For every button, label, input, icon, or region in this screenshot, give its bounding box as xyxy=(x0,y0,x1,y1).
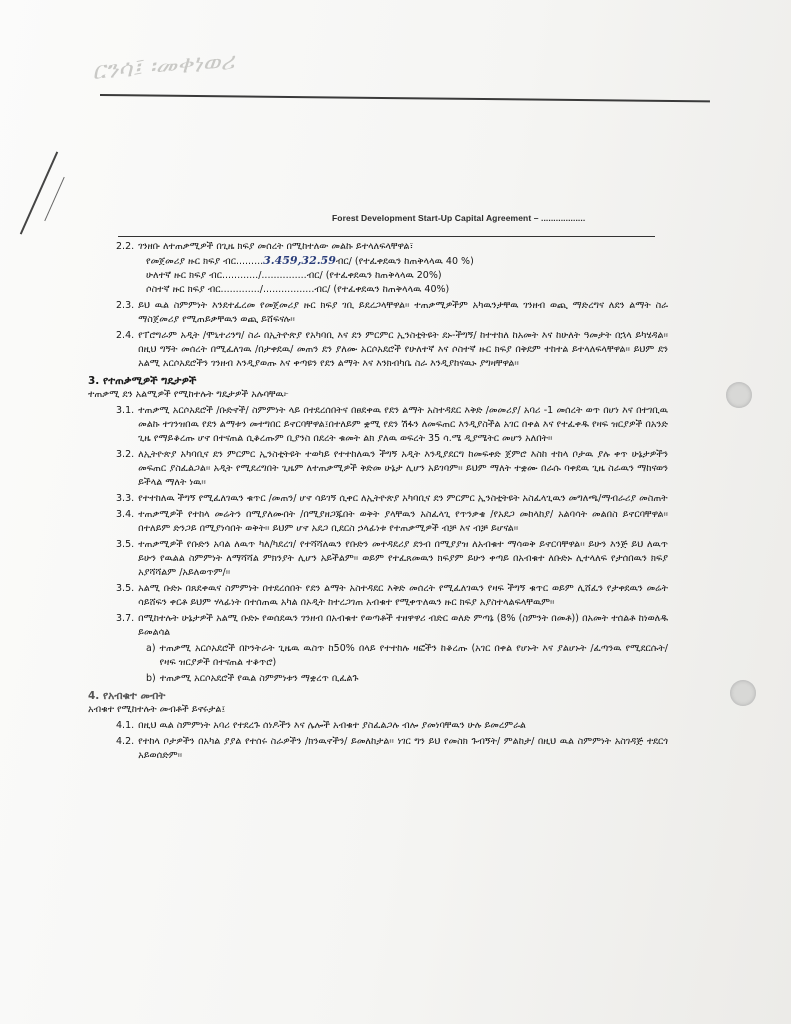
payment-line-1 xyxy=(88,254,668,269)
clause-text: ለኢትዮጵያ አካባቢና ደን ምርምር ኢንስቲትዩት ተወካይ የተተከለዉን ችግኝ አዲት እንዲያደርግ ከመፍቀድ ጀምሮ እስከ ተከላ ቦታዉ ያሉ ቀጥ ሁኔታዎችን መፍጠር ያስፈልጋል፡፡ አዲት የሚደረግበት ጊዜም ለተጠቃሚዎች ቅድመ ሁኔታ ሊሆን አይገባም፡፡ ይህም ማለት ተቋሙ በራሱ ባቀደዉ ጊዜ ስራዉን ማከናወን ይችላል ማለት ነዉ፡፡ xyxy=(138,449,668,488)
clause-text: ተጠቃሚ አርሶአደሮች /ቡድኖች/ ስምምነት ላይ በተደረሰበትና በፀደቀዉ የደን ልማት አስተዳደር እቅድ /መመሪያ/ አባሪ -1 መሰረት ወጥ በሆነ እና በተገቢዉ መልኩ ተገንዝበዉ የደን ልማቱን መተግበር ይኖርባቸዋል፤በተለይም ቋሚ የደን ሽፋን ለመፍጠር እንዲያስችል አገር በቀል እና የተፈቀዱ የዛፍ ዝርያዎች በአንድ ጊዜ የማይቆረጡ ሆኖ በተናጠል ሲቆረጡም ቢያንስ በደረት ቁመት ልክ ያለዉ ወፍረት 35 ሳ.ሜ ዲያሜትር መሆን አለበት፡፡ xyxy=(138,405,668,444)
clause-number: 3.7. xyxy=(116,613,135,624)
clause-number: 3.1. xyxy=(116,405,135,416)
clause-number: 2.3. xyxy=(116,300,135,311)
clause-text: ተጠቃሚዎች የተከላ መሬትን በሚያለሙበት /በሚያዘጋጁበት ወቅት ያላቸዉን አስፈላጊ የጥንቃቄ /የአደጋ መከላከያ/ አልባሳት መልበስ ይኖርባቸዋል፡፡ በተለይም ድንጋይ በሚያነሳበት ወቅት፡፡ ይህም ሆኖ አደጋ ቢደርስ ኃላፊነቱ የተጠቃሚዎች ብቻ እና ብቻ ይሆናል፡፡ xyxy=(138,509,668,534)
clause-2-2 xyxy=(88,240,668,254)
sub-clause-b xyxy=(88,672,668,686)
clause-number: 3.4. xyxy=(116,509,135,520)
clause-text: የተከላ ቦታዎችን በአካል ያያል የተሰሩ ስራዎችን /ክንዉኖችን/ ይመለከታል፡፡ ነገር ግን ይህ የመስክ ጉብኝት/ ምልከታ/ በዚህ ዉል ስምምነት አስገዳጅ ተደርጎ አይወሰድም፡፡ xyxy=(138,736,668,761)
punch-hole-top xyxy=(726,382,752,408)
clause-number: 4.1. xyxy=(116,720,135,731)
clause-number: 2.4. xyxy=(116,330,135,341)
clause-number: 3.3. xyxy=(116,493,135,504)
clause-text: ይህ ዉል ስምምነት እንደተፈረመ የመጀመሪያ ዙር ክፍያ ገቢ ይደረጋላቸዋል፡፡ ተጠቃሚዎችም አካዉንታቸዉ ገንዘብ ወጪ ማድረግና ለደን ልማት ስራ ማስጀመሪያ የሚጠይቃቸዉን ወጪ ይሸፍናሉ፡፡ xyxy=(138,300,668,325)
payment-label: ሁለተኛ ዙር ክፍያ ብር............/ xyxy=(146,270,262,281)
clause-text: የፐሮግራም አዲት /ሞኒተሪንግ/ ስራ በኢትዮጵያ የአካባቢ እና ደን ምርምር ኢንስቲትዩት ደኑ-ችግኝ/ ከተተከለ ከአመት እና ከሁለት ዓመታት በኋላ ይካሄዳል፡፡ በዚህ ግኝት መሰረት በሚፈለገዉ /በታቀደዉ/ መጠን ደን ያለሙ አርሶአደሮች የሁለተኛ እና ሶስተኛ ዙር ክፍያ በቅደም ተከተል ይተላለፍላቸዋል፡፡ ይህም ደን አልሚ አርሶአደሮችን ገንዘብ እንዲያወጡ እና ቀጣዩን የደን ልማት እና እንክብካቤ ስራ እንዲያከናዉኑ ያግዛቸዋል፡፡ xyxy=(138,330,668,369)
clause-2-3 xyxy=(88,299,668,327)
handwritten-amount: 3.459,32.59 xyxy=(263,254,336,267)
section-4-intro: አብቁተ የሚከተሉት መብቶች ይኖሩታል፤ xyxy=(88,704,226,715)
clause-number: 3.5. xyxy=(116,539,135,550)
faded-handwriting: ርንሳ፤ ፡መቀነወሪ xyxy=(91,47,236,85)
clause-3-5 xyxy=(88,538,668,580)
clause-4-1 xyxy=(88,719,668,733)
clause-3-2 xyxy=(88,448,668,490)
section-4-heading xyxy=(88,689,668,703)
clause-number: 4.2. xyxy=(116,736,135,747)
payment-rest: ...............ብር/ (የተፈቀደዉን ከጠቅላላዉ 20%) xyxy=(261,270,442,281)
clause-4-2 xyxy=(88,735,668,763)
section-title: የአብቁተ መብት xyxy=(102,690,166,702)
section-3-heading xyxy=(88,374,668,388)
clause-3-7 xyxy=(88,612,668,640)
section-number: 4. xyxy=(88,690,100,702)
payment-line-3 xyxy=(88,283,668,297)
section-number: 3. xyxy=(88,375,100,387)
clause-text: በዚህ ዉል ስምምነት አባሪ የተደረጉ ሰነዶችን እና ሌሎች አብቁተ ያስፈልጋሉ ብሎ ያመነባቸዉን ሁሉ ይመረምራል xyxy=(138,720,526,731)
clause-text: ገንዘቡ ለተጠቃሚዎች በጊዜ ክፍያ መሰረት በሚከተለው መልኩ ይተላለፍላቸዋል፣ xyxy=(138,241,414,252)
payment-rest: ብር/ (የተፈቀደዉን ከጠቅላላዉ 40 %) xyxy=(335,256,474,267)
payment-label: ሶስተኛ ዙር ክፍያ ብር............./ xyxy=(146,284,264,295)
clause-number: 2.2. xyxy=(116,241,135,252)
punch-hole-bottom xyxy=(730,680,756,706)
clause-number: 3.5. xyxy=(116,583,135,594)
clause-text: በሚከተሉት ሁኔታዎች አልሚ ቡድኑ የወሰደዉን ገንዘብ በአብቁተ የወጣቶች ተዘዋዋሪ ብድር ወለድ ምጣኔ (8% (ስምንት በመቶ)) በአመት ተሰልቶ ከነወለዱ ይመልሳል xyxy=(138,613,668,638)
clause-text: ተጠቃሚዎች የቡድን አባል ለዉጥ ካለ/ካደረገ/ የተሻሻለዉን የቡድን መተዳደሪያ ደንብ በሚያያዝ ለአብቁተ ማሳወቅ ይኖርባቸዋል፡፡ ይሁን እንጅ ይህ ለዉጥ ይሁን የዉልል ስምምነት ለማሻሻል ምክንያት ሊሆን አይችልም፡፡ ወይም የተፈጸመዉን ክፍያም ይሁን ቀጣይ በአብቁተ ለቡድኑ ሊተላለፍ የታሰበዉን ክፍያ አያሻሻልም /አይለወጥም/፡፡ xyxy=(138,539,668,578)
sub-clause-text: ተጠቃሚ አርሶአደሮች በኮንትራት ጊዜዉ ዉስጥ ከ50% በላይ የተተከሉ ዛፎችን ከቆረጡ (አገር በቀል የሆኑት እና ያልሆኑት /ፈጣንዉ የሚደርሱት/ የዛፍ ዝርያዎች በተናጠል ተቆጥሮ) xyxy=(159,643,668,668)
clause-text: አልሚ ቡድኑ በጸደቀዉና ስምምነት በተደረሰበት የደን ልማት አስተዳደር እቅድ መሰረት የሚፈለገዉን የዛፍ ችግኝ ቁጥር ወይም ሊሸፈን የታቀደዉን መሬት ሳይሸፍን ቀርቶ ይህም ሃላፊነት በተሰጠዉ አካል በኦዲት ከተረጋገጠ አብቁተ የሚቀጥለዉን ዙር ክፍያ አያስተላልፍላቸዉም፡፡ xyxy=(138,583,668,608)
section-title: የተጠቃሚዎች ግዴታዎች xyxy=(102,375,197,387)
payment-label: የመጀመሪያ ዙር ክፍያ ብር......... xyxy=(146,256,264,267)
sub-clause-number: b) xyxy=(146,673,156,684)
running-header: Forest Development Start-Up Capital Agreement – .................. xyxy=(332,213,586,223)
payment-rest: .................ብር/ (የተፈቀደዉን ከጠቅላላዉ 40%) xyxy=(263,284,450,295)
sub-clause-a xyxy=(88,642,668,670)
clause-number: 3.2. xyxy=(116,449,135,460)
sub-clause-number: a) xyxy=(146,643,156,654)
section-3-intro: ተጠቃሚ ደን አልሚዎች የሚከተሉት ግዴታዎች አሉባቸዉ፦ xyxy=(88,389,289,400)
clause-3-4 xyxy=(88,508,668,536)
clause-3-6 xyxy=(88,582,668,610)
clause-3-3 xyxy=(88,492,668,506)
clause-text: የተተከለዉ ችግኝ የሚፈለገዉን ቁጥር /መጠን/ ሆኖ ሳይገኝ ሲቀር ለኢትዮጵያ አካባቢና ደን ምርምር ኢንስቲትዩት አስፈላጊዉን መግለጫ/ማብራሪያ መስጠት xyxy=(138,493,668,504)
payment-line-2 xyxy=(88,269,668,283)
clause-2-4 xyxy=(88,329,668,371)
sub-clause-text: ተጠቃሚ አርሶአደሮች የዉል ስምምነቱን ማቋረጥ ቢፈልጉ xyxy=(159,673,359,684)
document-body xyxy=(88,238,668,763)
clause-3-1 xyxy=(88,404,668,446)
header-rule xyxy=(118,236,655,237)
